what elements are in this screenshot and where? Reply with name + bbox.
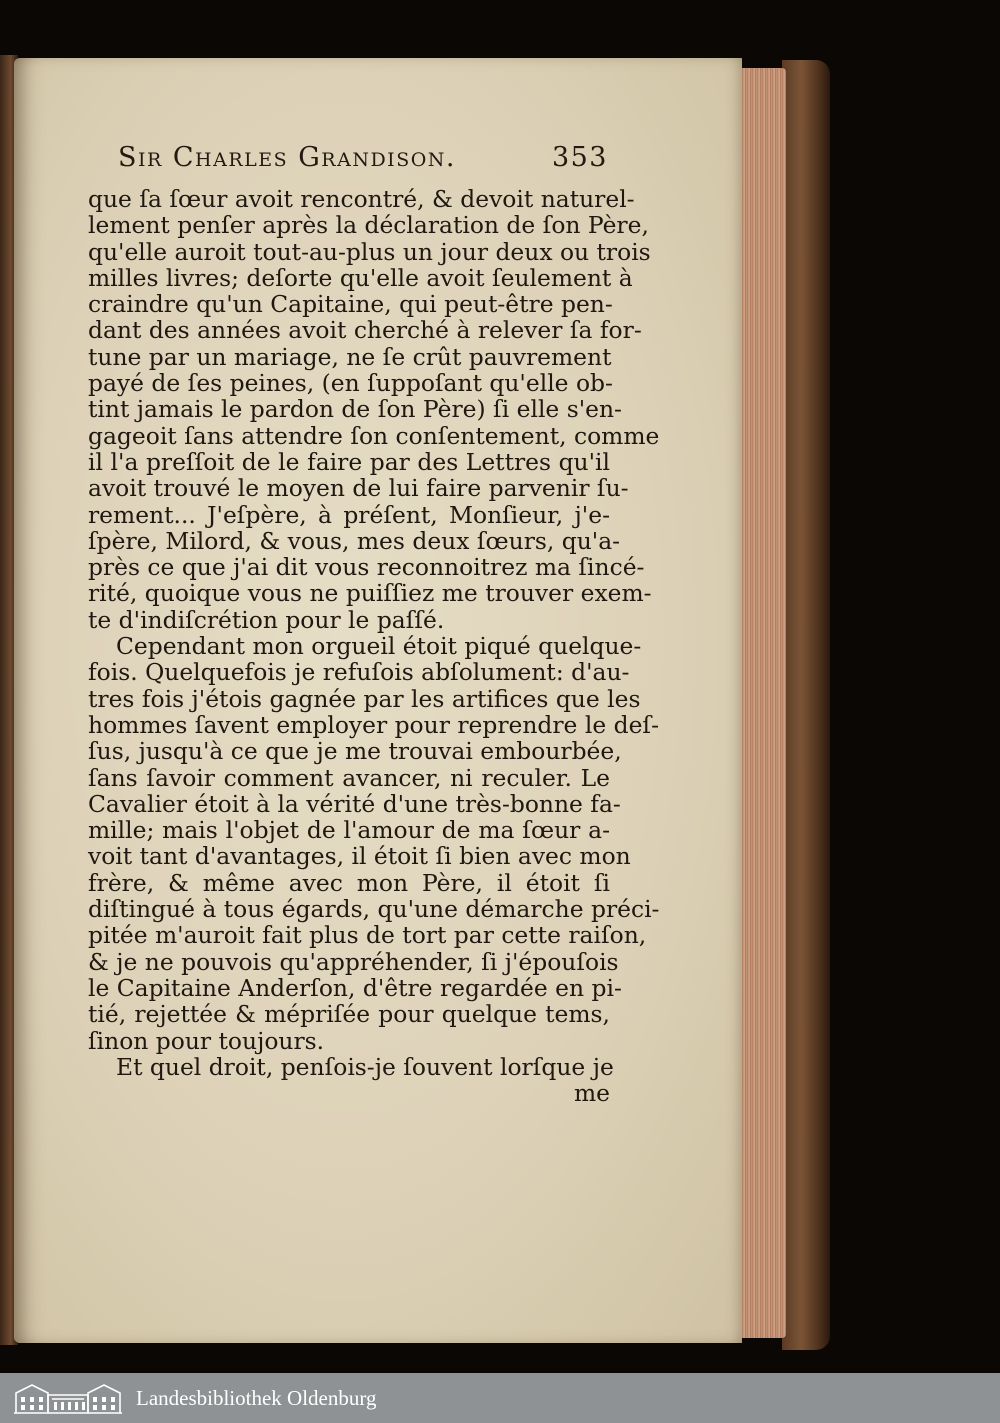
text-line: craindre qu'un Capitaine, qui peut-être pen-: [88, 290, 613, 319]
text-line: voit tant d'avantages, il étoit ſi bien avec mon: [88, 842, 631, 871]
text-line: fois. Quelquefois je refuſois abſolument: d'au-: [88, 658, 630, 687]
library-building-icon: [12, 1381, 124, 1415]
text-line: lement penſer après la déclaration de ſon Père,: [88, 211, 649, 240]
text-line: rité, quoique vous ne puiſſiez me trouver exem-: [88, 579, 652, 608]
catchword: me: [573, 1079, 610, 1108]
text-line: ſpère, Milord, & vous, mes deux ſœurs, qu'a-: [88, 526, 621, 555]
text-line: ſinon pour toujours.: [88, 1026, 325, 1055]
text-line: pitée m'auroit fait plus de tort par cette raiſon,: [88, 921, 647, 950]
text-line: Et quel droit, penſois-je ſouvent lorſque je: [116, 1052, 614, 1081]
text-line: diſtingué à tous égards, qu'une démarche préci-: [88, 895, 660, 924]
text-line: payé de ſes peines, (en ſuppoſant qu'elle ob-: [88, 369, 613, 398]
running-head: [118, 142, 608, 182]
text-line: tres fois j'étois gagnée par les artifices que les: [88, 684, 641, 713]
text-line: gageoit ſans attendre ſon conſentement, comme: [88, 421, 660, 450]
text-line: & je ne pouvois qu'appréhender, ſi j'épouſois: [88, 947, 619, 976]
text-line: te d'indiſcrétion pour le paſſé.: [88, 605, 445, 634]
page-edges: [736, 68, 786, 1338]
text-line: le Capitaine Anderſon, d'être regardée en pi-: [88, 973, 622, 1002]
text-line: ſus, jusqu'à ce que je me trouvai embourbée,: [88, 737, 622, 766]
running-head-title: Sir Charles Grandison.: [118, 142, 456, 173]
text-line: tié, rejettée & mépriſée pour quelque tems,: [88, 1000, 610, 1029]
text-line: il l'a preſſoit de le faire par des Lettres qu'il: [88, 447, 610, 476]
text-line: que ſa ſœur avoit rencontré, & devoit naturel-: [88, 185, 635, 213]
text-line: près ce que j'ai dit vous reconnoitrez ma ſincé-: [88, 553, 645, 582]
text-line: milles livres; deſorte qu'elle avoit ſeulement à: [88, 263, 633, 292]
text-line: tune par un mariage, ne ſe crût pauvrement: [88, 342, 612, 371]
library-footer: [0, 1373, 1000, 1423]
book-cover-right: [782, 60, 830, 1350]
text-line: Cavalier étoit à la vérité d'une très-bonne fa-: [88, 789, 621, 818]
text-line: Cependant mon orgueil étoit piqué quelque-: [116, 632, 642, 661]
body-text: [88, 185, 660, 1108]
text-line: frère, & même avec mon Père, il étoit ſi: [88, 868, 610, 897]
text-line: qu'elle auroit tout-au-plus un jour deux ou trois: [88, 237, 651, 266]
library-name: Landesbibliothek Oldenburg: [136, 1386, 377, 1410]
text-line: avoit trouvé le moyen de lui faire parvenir ſu-: [88, 474, 629, 503]
text-line: rement... J'eſpère, à préſent, Monſieur, j'e-: [88, 500, 610, 529]
text-line: hommes ſavent employer pour reprendre le deſ-: [88, 710, 659, 739]
text-line: ſans ſavoir comment avancer, ni reculer. Le: [88, 763, 610, 792]
text-line: dant des années avoit cherché à relever ſa for-: [88, 316, 642, 345]
text-line: tint jamais le pardon de ſon Père) ſi elle s'en-: [88, 395, 622, 424]
page-number: 353: [551, 142, 608, 173]
text-line: mille; mais l'objet de l'amour de ma ſœur a-: [88, 816, 610, 845]
